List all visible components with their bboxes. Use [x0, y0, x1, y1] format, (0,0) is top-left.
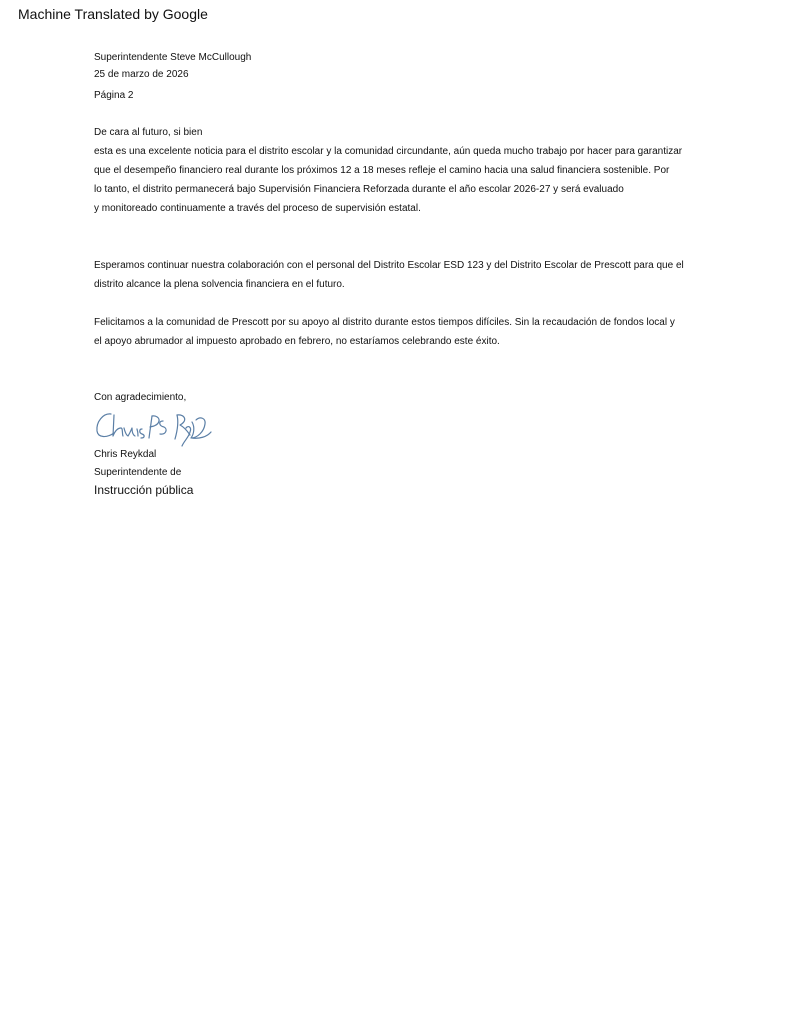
- paragraph-2-line-2: distrito alcance la plena solvencia financiera en el futuro.: [94, 279, 345, 290]
- paragraph-1-line-1: De cara al futuro, si bien: [94, 127, 203, 138]
- date-line: 25 de marzo de 2026: [94, 69, 189, 80]
- paragraph-3-line-1: Felicitamos a la comunidad de Prescott por su apoyo al distrito durante estos tiempos difíciles. Sin la recaudación de fondos local y: [94, 317, 675, 328]
- paragraph-1-line-5: y monitoreado continuamente a través del proceso de supervisión estatal.: [94, 203, 421, 214]
- signer-name: Chris Reykdal: [94, 449, 157, 460]
- recipient-line: Superintendente Steve McCullough: [94, 52, 252, 63]
- closing-salutation: Con agradecimiento,: [94, 392, 187, 403]
- paragraph-3-line-2: el apoyo abrumador al impuesto aprobado en febrero, no estaríamos celebrando este éxito.: [94, 336, 500, 347]
- signer-title-line-1: Superintendente de: [94, 467, 182, 478]
- machine-translation-banner: Machine Translated by Google: [18, 6, 208, 22]
- handwritten-signature: [93, 405, 215, 447]
- paragraph-1-line-3: que el desempeño financiero real durante los próximos 12 a 18 meses refleje el camino hacia una salud financiera sostenible. Por: [94, 165, 670, 176]
- page-number: Página 2: [94, 90, 134, 101]
- paragraph-2-line-1: Esperamos continuar nuestra colaboración con el personal del Distrito Escolar ESD 123 y del Distrito Escolar de Prescott para que el: [94, 260, 684, 271]
- paragraph-1-line-4: lo tanto, el distrito permanecerá bajo Supervisión Financiera Reforzada durante el año escolar 2026-27 y será evaluado: [94, 184, 624, 195]
- paragraph-1-line-2: esta es una excelente noticia para el distrito escolar y la comunidad circundante, aún queda mucho trabajo por hacer para garantizar: [94, 146, 683, 157]
- signer-title-line-2: Instrucción pública: [94, 483, 194, 497]
